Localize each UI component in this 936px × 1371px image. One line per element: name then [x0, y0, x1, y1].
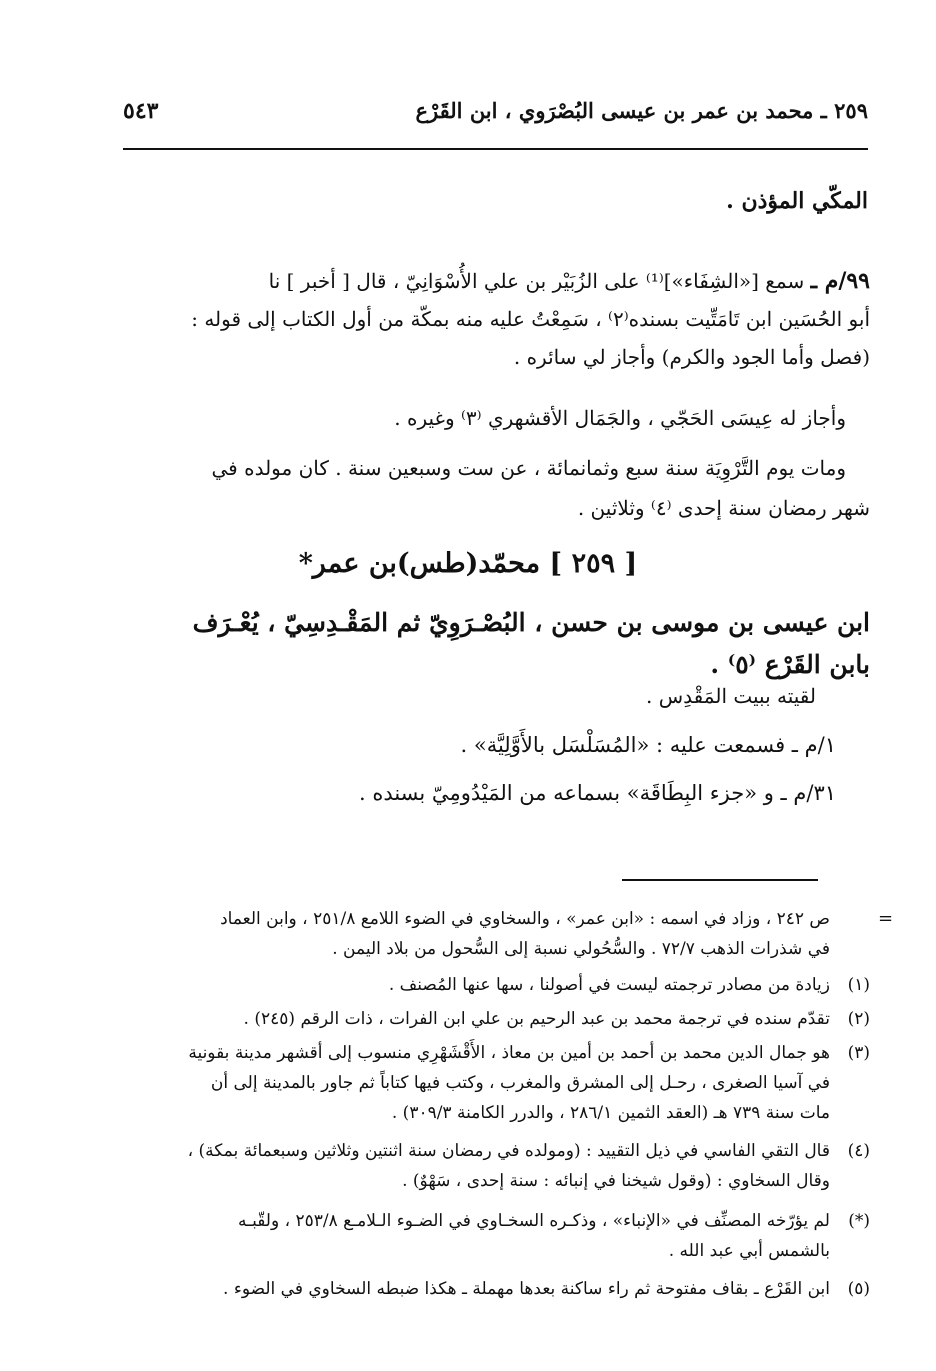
footnote-5-text: ابن القَرْع ـ بقاف مفتوحة ثم راء ساكنة بعدها مهملة ـ هكذا ضبطه السخاوي في الضوء . [223, 1279, 830, 1299]
footnote-1-text: زيادة من مصادر ترجمته ليست في أصولنا ، سها عنها المُصنف . [388, 975, 830, 995]
footnote-2-marker: (٢) [847, 1009, 870, 1029]
footnote-continued-line-1: ص ٢٤٢ ، وزاد في اسمه : «ابن عمر» ، والسخاوي في الضوء اللامع ٢٥١/٨ ، وابن العماد [220, 909, 830, 929]
footnote-5 [123, 1274, 870, 1304]
footnote-separator [622, 879, 818, 881]
paragraph-99 [123, 262, 870, 376]
footnote-continued [123, 904, 870, 964]
paragraph-99-line-1 [123, 262, 870, 300]
footnote-4-marker: (٤) [847, 1141, 870, 1161]
death-paragraph [123, 448, 870, 528]
death-line-1: ومات يوم التَّرْوِيَة سنة سبع وثمانمائة ، عن ست وسبعين سنة . كان مولده في [211, 456, 846, 480]
footnote-star-line-2: بالشمس أبي عبد الله . [668, 1241, 830, 1261]
footnote-1 [123, 970, 870, 1000]
footnote-4-line-2: وقال السخاوي : (وقول شيخنا في إنبائه : سنة إحدى ، سَهْوٌ) . [402, 1171, 830, 1191]
footnote-3 [123, 1038, 870, 1128]
footnote-star-line-1: لم يؤرّخه المصنِّف في «الإنباء» ، وذكـره السخـاوي في الضـوء الـلامـع ٢٥٣/٨ ، ولقّبـه [237, 1211, 830, 1231]
entry-intro [123, 602, 870, 686]
footnote-2-text: تقدّم سنده في ترجمة محمد بن عبد الرحيم بن علي ابن الفرات ، ذات الرقم (٢٤٥) . [243, 1009, 830, 1029]
entry-intro-line-1: ابن عيسى بن موسى بن حسن ، البُصْـرَوِيّ ثم المَقْـدِسِيّ ، يُعْـرَف [192, 608, 870, 637]
footnote-3-line-3: مات سنة ٧٣٩ هـ (العقد الثمين ٢٨٦/١ ، والدرر الكامنة ٣٠٩/٣) . [391, 1103, 830, 1123]
record-number: ٩٩/م ـ [810, 268, 870, 294]
item-31: ٣١/م ـ و «جزء البِطَاقَة» بسماعه من المَيْدُومِيّ بسنده . [358, 781, 836, 805]
footnote-2 [123, 1004, 870, 1034]
footnote-3-line-2: في آسيا الصغرى ، رحـل إلى المشرق والمغرب ، وكتب فيها كتاباً ثم جاور بالمدينة إلى أن [210, 1073, 830, 1093]
footnote-5-marker: (٥) [847, 1279, 870, 1299]
paragraph-99-line-3: (فصل وأما الجود والكرم) وأجاز لي سائره . [513, 345, 870, 369]
footnote-star [123, 1206, 870, 1266]
running-title: ٢٥٩ ـ محمد بن عمر بن عيسى البُصْرَوي ، ابن القَرْع [415, 98, 868, 123]
footnote-continued-line-2: في شذرات الذهب ٧٢/٧ . والسُّحُولي نسبة إلى السُّحول من بلاد اليمن . [332, 939, 830, 959]
death-line-2: شهر رمضان سنة إحدى ⁽٤⁾ وثلاثين . [577, 496, 870, 520]
footnote-3-line-1: هو جمال الدين محمد بن أحمد بن أمين بن معاذ ، الأَقْشَهْرِي منسوب إلى أقشهر مدينة بقونية [188, 1043, 830, 1063]
page-number: ٥٤٣ [123, 98, 159, 124]
page-header [123, 88, 868, 150]
footnote-1-marker: (١) [847, 975, 870, 995]
footnote-4 [123, 1136, 870, 1196]
footnote-3-marker: (٣) [847, 1043, 870, 1063]
entry-heading: [ ٢٥٩ ] محمّد(طس)بن عمر* [298, 548, 638, 579]
entry-intro-line-2: بابن القَرْع ⁽٥⁾ . [710, 650, 870, 679]
footnote-4-line-1: قال التقي الفاسي في ذيل التقييد : (ومولده في رمضان سنة اثنتين وثلاثين وسبعمائة بمكة) ، [187, 1141, 830, 1161]
paragraph-99-text-1: سمع [«الشِفَاء»]⁽¹⁾ على الزُبَيْر بن علي الأُسْوَانِيّ ، قال [ أخبر ] نا [268, 269, 805, 293]
ijaza-paragraph: وأجاز له عِيسَى الحَجّي ، والجَمَال الأقشهري ⁽٣⁾ وغيره . [394, 406, 846, 430]
continuation-mark: = [878, 908, 894, 929]
continued-line: المكّي المؤذن . [726, 188, 868, 214]
footnote-star-marker: (*) [848, 1211, 870, 1231]
item-1: ١/م ـ فسمعت عليه : «المُسَلْسَل بالأَوَّلِيَّة» . [460, 733, 836, 757]
entry-met-line: لقيته ببيت المَقْدِس . [646, 684, 816, 708]
paragraph-99-line-2: أبو الحُسَين ابن تَامَتِّيت بسنده⁽٢⁾ ، سَمِعْتُ عليه منه بمكّة من أول الكتاب إلى قوله : [191, 307, 870, 331]
